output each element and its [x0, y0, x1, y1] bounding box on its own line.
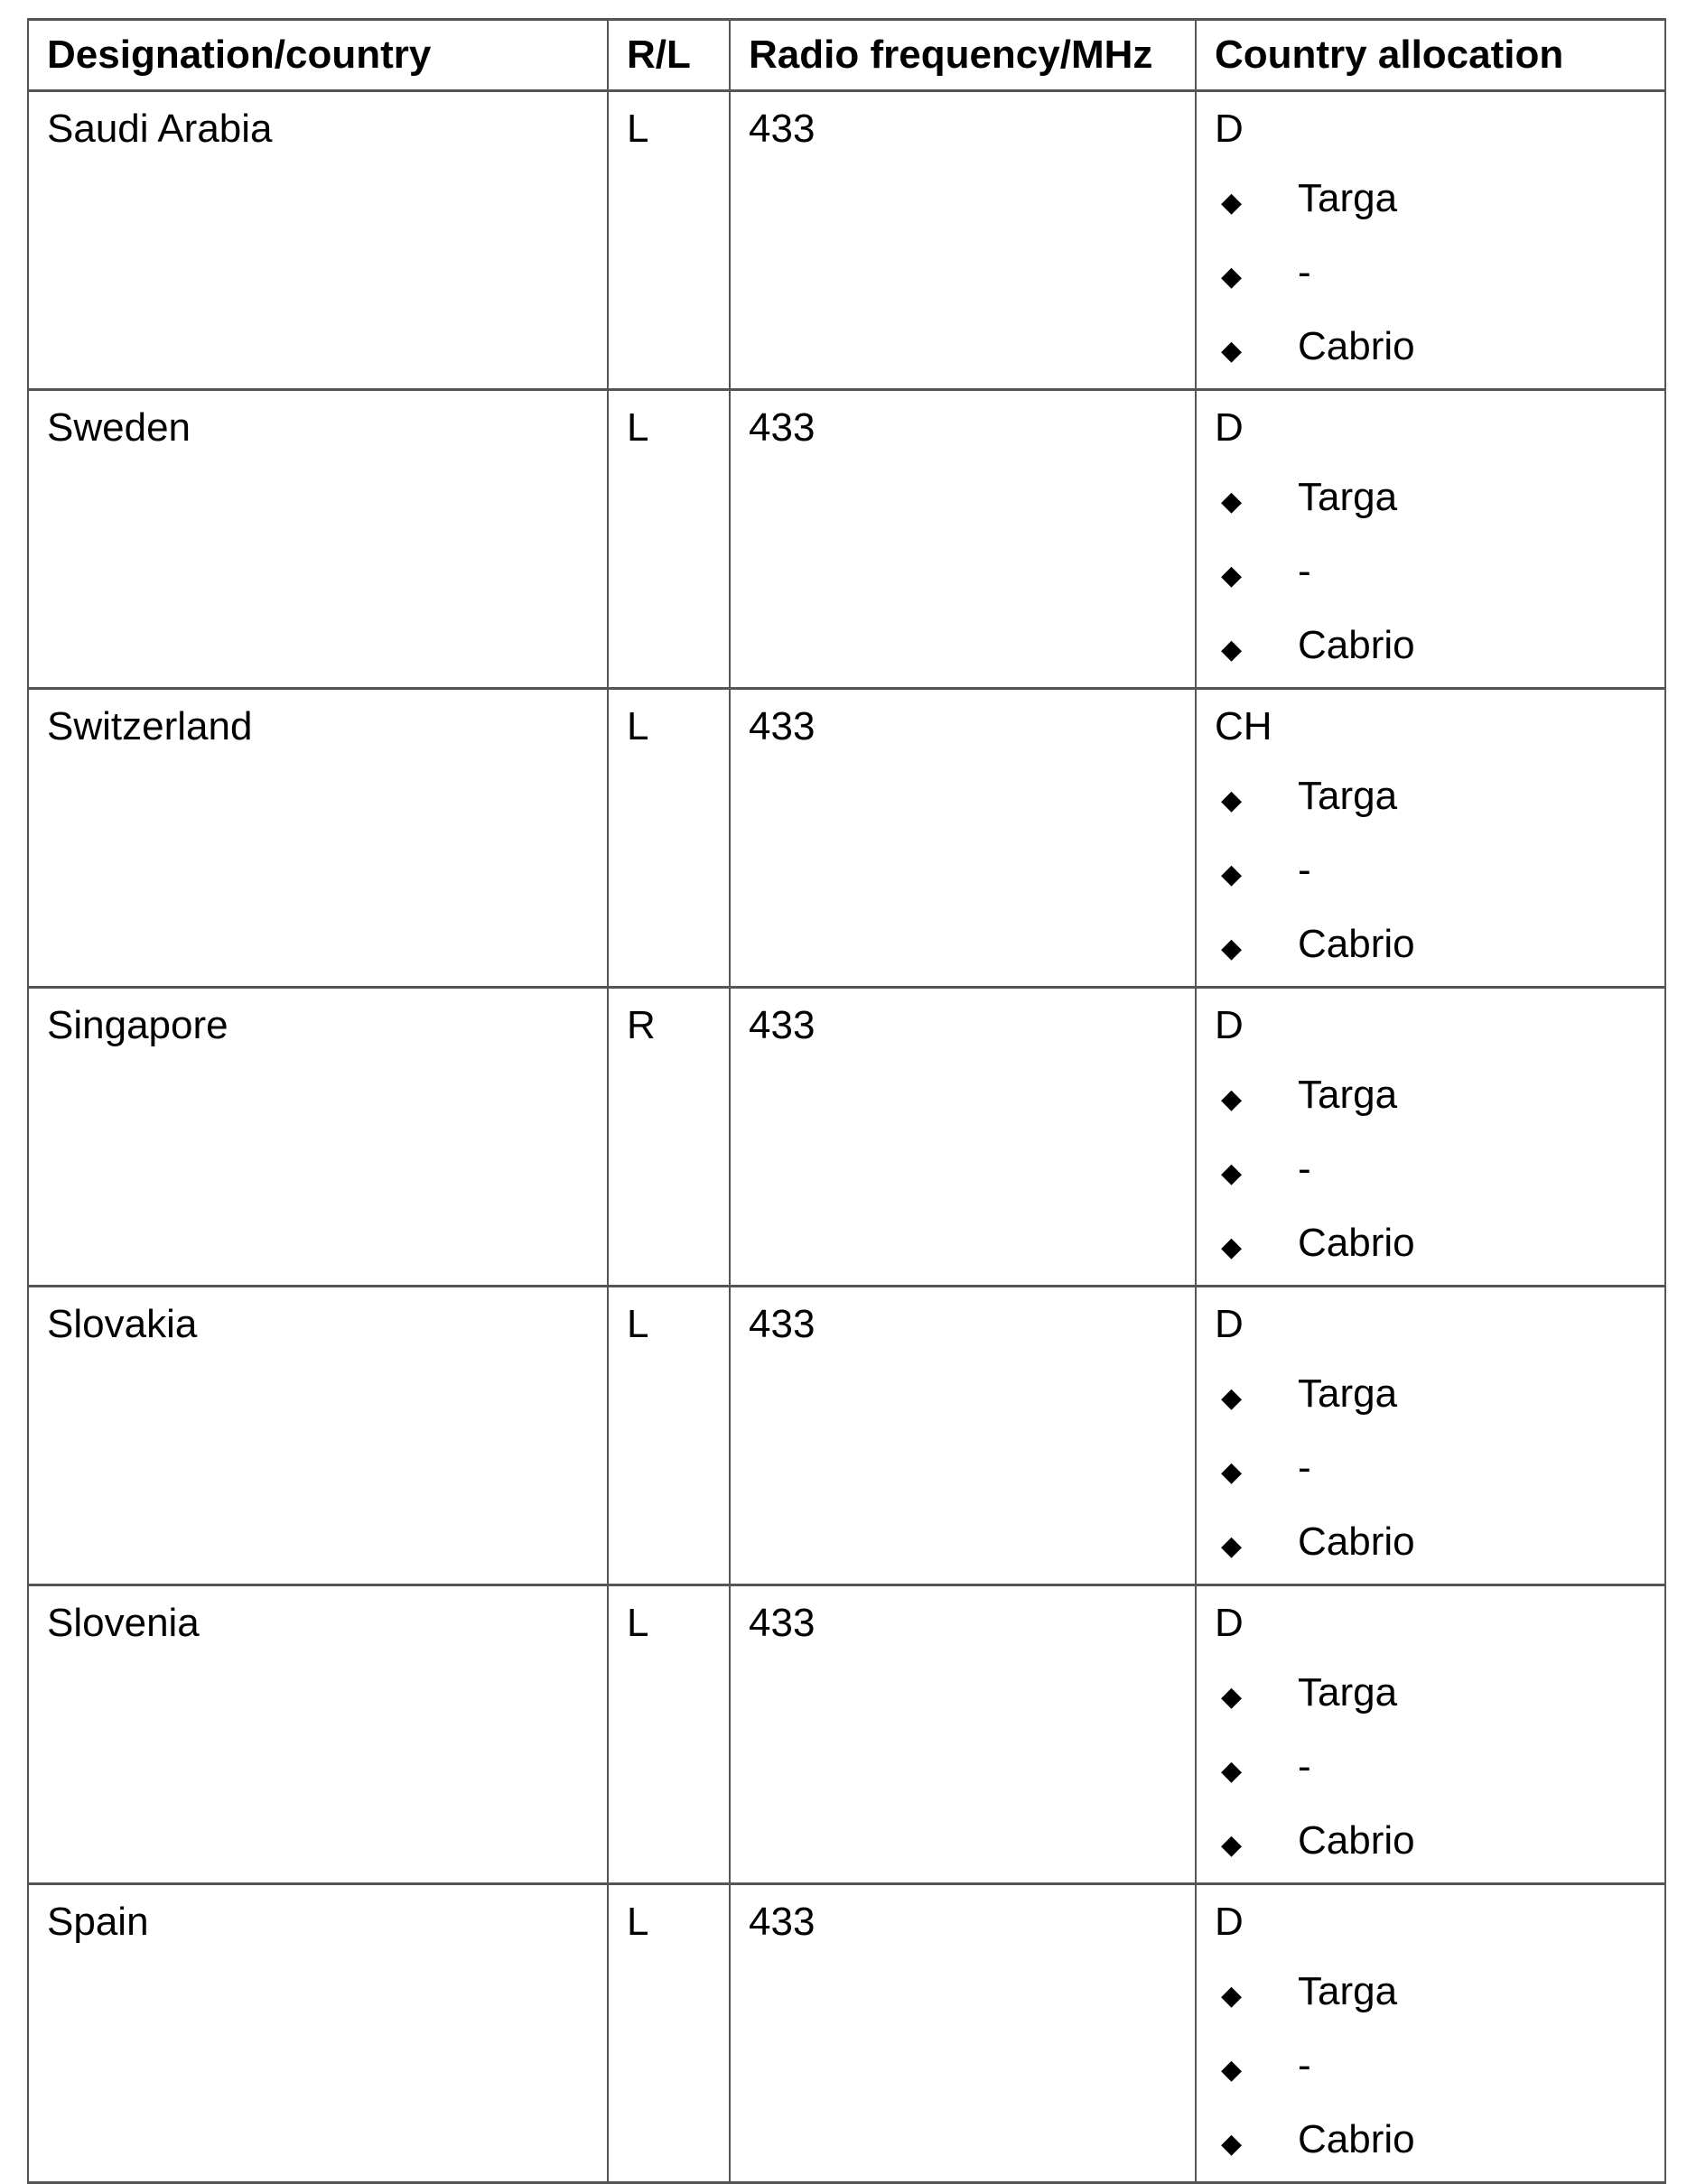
diamond-bullet-icon: ◆	[1221, 1980, 1243, 2012]
cell-country: Slovakia	[28, 1287, 608, 1585]
allocation-item	[1215, 1073, 1646, 1122]
diamond-bullet-icon: ◆	[1221, 859, 1243, 890]
column-header-rl: R/L	[608, 20, 730, 91]
diamond-bullet-icon: ◆	[1221, 634, 1243, 665]
table-row	[28, 689, 1665, 988]
allocation-list	[1215, 774, 1646, 971]
cell-frequency: 433	[730, 988, 1196, 1287]
diamond-bullet-icon: ◆	[1221, 1382, 1243, 1414]
cell-country: Singapore	[28, 988, 608, 1287]
allocation-item	[1215, 848, 1646, 897]
cell-rl: L	[608, 1287, 730, 1585]
cell-country: Spain	[28, 1884, 608, 2183]
allocation-item	[1215, 250, 1646, 300]
diamond-bullet-icon: ◆	[1221, 1083, 1243, 1115]
column-header-country-allocation: Country allocation	[1196, 20, 1665, 91]
table-row	[28, 390, 1665, 689]
cell-country: Slovenia	[28, 1585, 608, 1884]
cell-frequency: 433	[730, 390, 1196, 689]
allocation-item-label: Cabrio	[1298, 2117, 1415, 2161]
allocation-item	[1215, 1818, 1646, 1868]
table-row	[28, 91, 1665, 390]
header-row	[28, 20, 1665, 91]
frequency-table	[27, 18, 1666, 2184]
allocation-item	[1215, 922, 1646, 971]
allocation-item-label: Targa	[1298, 1670, 1398, 1715]
allocation-item	[1215, 1371, 1646, 1421]
diamond-bullet-icon: ◆	[1221, 2054, 1243, 2086]
cell-allocation	[1196, 390, 1665, 689]
allocation-item-label: -	[1298, 1147, 1311, 1191]
allocation-item	[1215, 1670, 1646, 1720]
allocation-item-label: -	[1298, 549, 1311, 593]
allocation-item	[1215, 475, 1646, 525]
diamond-bullet-icon: ◆	[1221, 1456, 1243, 1488]
diamond-bullet-icon: ◆	[1221, 1829, 1243, 1861]
cell-rl: R	[608, 988, 730, 1287]
allocation-code: D	[1215, 1302, 1244, 1346]
allocation-list	[1215, 1371, 1646, 1569]
allocation-item-label: Targa	[1298, 1371, 1398, 1416]
column-header-radio-frequency: Radio frequency/MHz	[730, 20, 1196, 91]
allocation-item-label: -	[1298, 2043, 1311, 2087]
diamond-bullet-icon: ◆	[1221, 335, 1243, 367]
cell-frequency: 433	[730, 91, 1196, 390]
cell-allocation	[1196, 91, 1665, 390]
cell-rl: L	[608, 689, 730, 988]
diamond-bullet-icon: ◆	[1221, 187, 1243, 218]
allocation-code: D	[1215, 1003, 1244, 1047]
allocation-item-label: Cabrio	[1298, 1221, 1415, 1265]
diamond-bullet-icon: ◆	[1221, 1157, 1243, 1189]
allocation-item-label: Cabrio	[1298, 324, 1415, 368]
table-row	[28, 988, 1665, 1287]
table-body	[28, 91, 1665, 2183]
allocation-item-label: Targa	[1298, 176, 1398, 220]
diamond-bullet-icon: ◆	[1221, 2128, 1243, 2160]
cell-rl: L	[608, 91, 730, 390]
allocation-code: CH	[1215, 704, 1272, 748]
cell-country: Saudi Arabia	[28, 91, 608, 390]
allocation-item	[1215, 549, 1646, 599]
cell-frequency: 433	[730, 1884, 1196, 2183]
cell-country: Switzerland	[28, 689, 608, 988]
allocation-item	[1215, 2117, 1646, 2167]
cell-country: Sweden	[28, 390, 608, 689]
allocation-item	[1215, 1221, 1646, 1270]
column-header-designation-country: Designation/country	[28, 20, 608, 91]
allocation-list	[1215, 176, 1646, 374]
table-row	[28, 1884, 1665, 2183]
cell-rl: L	[608, 390, 730, 689]
cell-allocation	[1196, 1884, 1665, 2183]
allocation-item-label: Targa	[1298, 475, 1398, 519]
diamond-bullet-icon: ◆	[1221, 785, 1243, 816]
allocation-item-label: Cabrio	[1298, 922, 1415, 966]
allocation-item	[1215, 176, 1646, 226]
allocation-item	[1215, 774, 1646, 823]
allocation-item-label: Targa	[1298, 1969, 1398, 2013]
diamond-bullet-icon: ◆	[1221, 1530, 1243, 1562]
allocation-code: D	[1215, 1601, 1244, 1645]
allocation-item-label: Targa	[1298, 1073, 1398, 1117]
cell-rl: L	[608, 1585, 730, 1884]
allocation-item-label: Cabrio	[1298, 623, 1415, 667]
allocation-item	[1215, 324, 1646, 374]
cell-allocation	[1196, 988, 1665, 1287]
cell-frequency: 433	[730, 1585, 1196, 1884]
cell-allocation	[1196, 1585, 1665, 1884]
diamond-bullet-icon: ◆	[1221, 486, 1243, 517]
cell-frequency: 433	[730, 1287, 1196, 1585]
allocation-item	[1215, 1520, 1646, 1569]
allocation-item-label: -	[1298, 848, 1311, 892]
cell-allocation	[1196, 1287, 1665, 1585]
allocation-item	[1215, 2043, 1646, 2093]
allocation-list	[1215, 1670, 1646, 1868]
allocation-item-label: Cabrio	[1298, 1520, 1415, 1564]
allocation-item	[1215, 1445, 1646, 1495]
diamond-bullet-icon: ◆	[1221, 261, 1243, 293]
allocation-item	[1215, 1969, 1646, 2019]
allocation-item	[1215, 623, 1646, 673]
allocation-list	[1215, 1073, 1646, 1270]
diamond-bullet-icon: ◆	[1221, 1755, 1243, 1787]
allocation-item-label: Cabrio	[1298, 1818, 1415, 1863]
allocation-list	[1215, 1969, 1646, 2167]
allocation-item-label: -	[1298, 250, 1311, 294]
allocation-code: D	[1215, 1900, 1244, 1944]
table-row	[28, 1585, 1665, 1884]
diamond-bullet-icon: ◆	[1221, 1231, 1243, 1263]
allocation-list	[1215, 475, 1646, 673]
table-row	[28, 1287, 1665, 1585]
diamond-bullet-icon: ◆	[1221, 560, 1243, 591]
cell-rl: L	[608, 1884, 730, 2183]
allocation-item-label: Targa	[1298, 774, 1398, 818]
allocation-code: D	[1215, 405, 1244, 450]
diamond-bullet-icon: ◆	[1221, 1681, 1243, 1713]
allocation-item-label: -	[1298, 1744, 1311, 1789]
cell-allocation	[1196, 689, 1665, 988]
allocation-item	[1215, 1744, 1646, 1794]
allocation-code: D	[1215, 107, 1244, 151]
cell-frequency: 433	[730, 689, 1196, 988]
diamond-bullet-icon: ◆	[1221, 933, 1243, 964]
allocation-item	[1215, 1147, 1646, 1196]
allocation-item-label: -	[1298, 1445, 1311, 1490]
